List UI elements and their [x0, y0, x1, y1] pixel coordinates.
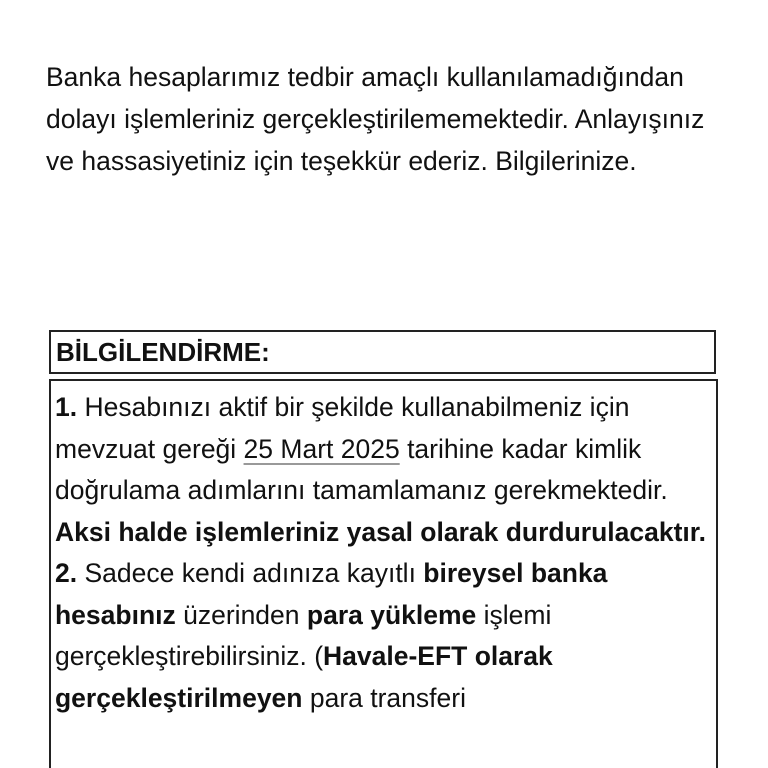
item-2-bold-c: Havale-EFT olarak gerçekleştirilmeyen — [55, 641, 553, 713]
item-1-number: 1. — [55, 392, 78, 422]
info-content — [49, 379, 718, 768]
item-1-text-a: Hesabınızı aktif bir şekilde kullanabilmeniz için mevzuat gereği — [55, 392, 630, 464]
item-2-text-b: üzerinden — [175, 599, 307, 630]
info-header-label: BİLGİLENDİRME: — [56, 336, 270, 367]
info-item-1 — [55, 387, 708, 553]
item-2-text-a: Sadece kendi adınıza kayıtlı — [77, 558, 424, 588]
item-2-bold-a: bireysel banka hesabınız — [55, 558, 608, 630]
item-2-bold-b: para yükleme — [306, 599, 477, 630]
item-2-text-d: para transferi — [302, 682, 466, 713]
item-1-warning: Aksi halde işlemleriniz yasal olarak durdurulacaktır. — [55, 516, 707, 547]
info-header — [49, 330, 716, 374]
intro-message: Banka hesaplarımız tedbir amaçlı kullanılamadığından dolayı işlemleriniz gerçekleştirilememektedir. Anlayışınız ve hassasiyetiniz için teşekkür ederiz. Bilgilerinize. — [46, 62, 705, 176]
deadline-date-link[interactable]: 25 Mart 2025 — [243, 433, 400, 464]
item-2-number: 2. — [55, 558, 78, 588]
item-2-text-c: işlemi gerçekleştirebilirsiniz. ( — [55, 599, 552, 671]
item-1-text-b: tarihine kadar kimlik doğrulama adımlarını tamamlamanız gerekmektedir. — [55, 433, 668, 505]
info-item-2 — [55, 553, 708, 719]
